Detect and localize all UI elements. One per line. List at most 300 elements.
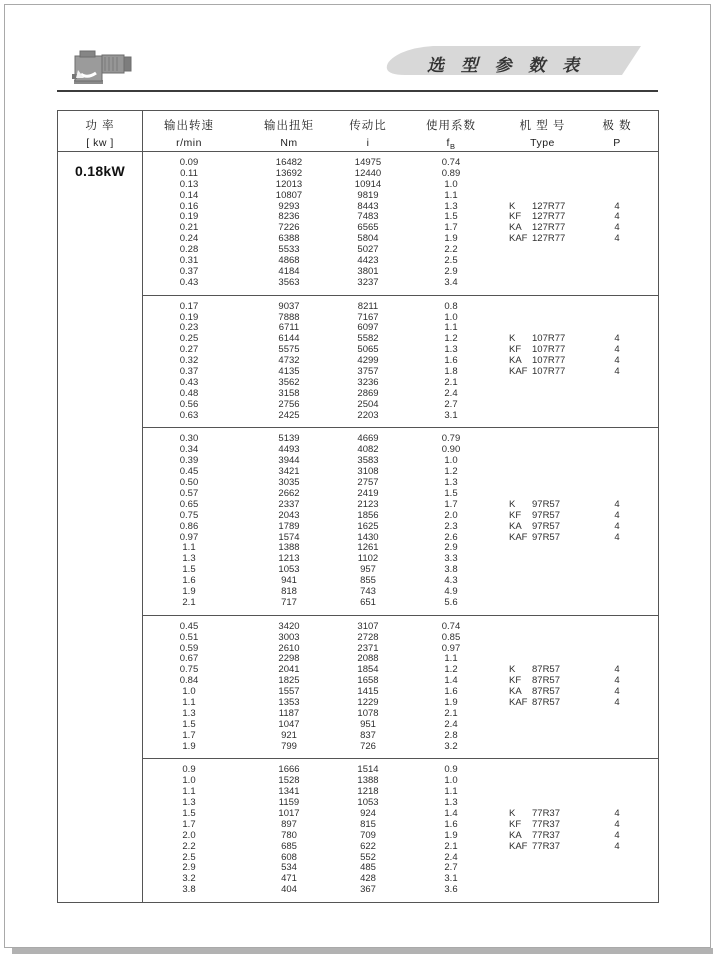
cell-type: KA 97R57 — [509, 520, 560, 532]
cell-speed: 1.3 — [182, 553, 196, 565]
cell-factor: 1.1 — [444, 786, 458, 798]
gearmotor-photo-image — [72, 47, 136, 87]
cell-poles — [576, 467, 658, 478]
cell-speed: 0.19 — [179, 211, 199, 223]
table-row — [143, 554, 658, 565]
cell-type — [509, 467, 576, 478]
cell-speed: 0.75 — [179, 509, 199, 521]
cell-type: KF 97R57 — [509, 509, 560, 521]
cell-type: K 127R77 — [509, 200, 566, 212]
column-header-power: 功 率 [ kw ] — [58, 111, 143, 151]
cell-speed: 0.39 — [179, 455, 199, 467]
table-row — [143, 302, 658, 313]
cell-poles: 4 — [614, 520, 620, 532]
cell-type — [509, 180, 576, 191]
cell-factor: 3.1 — [444, 873, 458, 885]
table-row — [143, 731, 658, 742]
cell-ratio: 2088 — [357, 653, 379, 665]
cell-poles — [576, 709, 658, 720]
cell-ratio: 951 — [360, 718, 376, 730]
cell-speed: 2.5 — [182, 851, 196, 863]
cell-torque: 4732 — [278, 355, 300, 367]
cell-poles: 4 — [614, 696, 620, 708]
table-row — [143, 831, 658, 842]
cell-torque: 2043 — [278, 509, 300, 521]
cell-type — [509, 576, 576, 587]
table-row — [143, 633, 658, 644]
cell-type — [509, 411, 576, 422]
cell-poles — [576, 378, 658, 389]
cell-torque: 7226 — [278, 222, 300, 234]
cell-ratio: 743 — [360, 585, 376, 597]
cell-type — [509, 742, 576, 753]
cell-torque: 780 — [281, 829, 297, 841]
table-row — [143, 180, 658, 191]
cell-speed: 0.59 — [179, 642, 199, 654]
cell-factor: 2.7 — [444, 398, 458, 410]
cell-type — [509, 456, 576, 467]
cell-factor: 1.4 — [444, 675, 458, 687]
cell-ratio: 855 — [360, 575, 376, 587]
column-header-ratio: 传动比 i — [349, 120, 387, 149]
cell-type — [509, 169, 576, 180]
cell-type — [509, 731, 576, 742]
cell-torque: 8236 — [278, 211, 300, 223]
cell-factor: 2.3 — [444, 520, 458, 532]
cell-factor: 2.1 — [444, 376, 458, 388]
cell-speed: 1.6 — [182, 575, 196, 587]
table-row — [143, 565, 658, 576]
cell-speed: 0.48 — [179, 387, 199, 399]
cell-speed: 0.43 — [179, 376, 199, 388]
cell-ratio: 3237 — [357, 276, 379, 288]
cell-type — [509, 622, 576, 633]
cell-poles — [576, 411, 658, 422]
table-row — [143, 158, 658, 169]
row-group — [143, 427, 658, 614]
cell-poles: 4 — [614, 211, 620, 223]
cell-factor: 0.90 — [441, 444, 461, 456]
column-header-service-factor: 使用系数 $f_B$ — [426, 120, 476, 152]
cell-ratio: 957 — [360, 564, 376, 576]
table-row — [143, 467, 658, 478]
cell-poles — [576, 180, 658, 191]
cell-factor: 1.1 — [444, 189, 458, 201]
cell-poles — [576, 543, 658, 554]
cell-poles — [576, 158, 658, 169]
cell-torque: 5533 — [278, 244, 300, 256]
cell-factor: 1.9 — [444, 829, 458, 841]
cell-torque: 5139 — [278, 433, 300, 445]
cell-type — [509, 256, 576, 267]
cell-torque: 3944 — [278, 455, 300, 467]
cell-type — [509, 863, 576, 874]
cell-poles: 4 — [614, 675, 620, 687]
cell-factor: 1.2 — [444, 466, 458, 478]
cell-ratio: 651 — [360, 596, 376, 608]
cell-torque: 717 — [281, 596, 297, 608]
cell-torque: 1353 — [278, 696, 300, 708]
cell-speed: 0.56 — [179, 398, 199, 410]
cell-speed: 0.45 — [179, 466, 199, 478]
cell-speed: 0.14 — [179, 189, 199, 201]
power-rating-cell: 0.18kW — [58, 152, 143, 902]
cell-ratio: 3801 — [357, 265, 379, 277]
cell-poles — [576, 742, 658, 753]
cell-type: KA 107R77 — [509, 355, 566, 367]
cell-factor: 0.85 — [441, 631, 461, 643]
cell-speed: 1.3 — [182, 797, 196, 809]
cell-ratio: 5582 — [357, 333, 379, 345]
table-row — [143, 787, 658, 798]
cell-torque: 3421 — [278, 466, 300, 478]
cell-ratio: 2869 — [357, 387, 379, 399]
cell-poles: 4 — [614, 664, 620, 676]
table-row — [143, 576, 658, 587]
cell-poles — [576, 169, 658, 180]
cell-torque: 1557 — [278, 686, 300, 698]
table-row — [143, 820, 658, 831]
table-row — [143, 367, 658, 378]
cell-poles — [576, 874, 658, 885]
cell-factor: 2.0 — [444, 509, 458, 521]
table-row — [143, 489, 658, 500]
cell-factor: 1.7 — [444, 498, 458, 510]
cell-torque: 1017 — [278, 807, 300, 819]
cell-poles: 4 — [614, 355, 620, 367]
cell-factor: 3.6 — [444, 884, 458, 896]
cell-poles: 4 — [614, 840, 620, 852]
cell-torque: 9293 — [278, 200, 300, 212]
cell-type: KAF 87R57 — [509, 696, 560, 708]
cell-speed: 0.32 — [179, 355, 199, 367]
cell-ratio: 5027 — [357, 244, 379, 256]
cell-type — [509, 554, 576, 565]
cell-type — [509, 587, 576, 598]
cell-torque: 3562 — [278, 376, 300, 388]
table-header-row — [58, 111, 658, 152]
cell-ratio: 485 — [360, 862, 376, 874]
cell-factor: 0.89 — [441, 167, 461, 179]
cell-speed: 0.25 — [179, 333, 199, 345]
cell-ratio: 1415 — [357, 686, 379, 698]
table-row — [143, 278, 658, 289]
cell-torque: 3420 — [278, 620, 300, 632]
cell-torque: 941 — [281, 575, 297, 587]
cell-speed: 0.17 — [179, 300, 199, 312]
cell-speed: 2.2 — [182, 840, 196, 852]
cell-poles — [576, 302, 658, 313]
cell-ratio: 1261 — [357, 542, 379, 554]
cell-poles: 4 — [614, 498, 620, 510]
cell-ratio: 1053 — [357, 797, 379, 809]
cell-poles — [576, 633, 658, 644]
cell-type: KF 77R37 — [509, 818, 560, 830]
cell-speed: 0.67 — [179, 653, 199, 665]
table-body-blocks — [143, 152, 658, 902]
table-row — [143, 313, 658, 324]
cell-torque: 2610 — [278, 642, 300, 654]
table-row — [143, 169, 658, 180]
cell-torque: 16482 — [275, 157, 303, 168]
table-row — [143, 874, 658, 885]
cell-speed: 2.0 — [182, 829, 196, 841]
cell-poles: 4 — [614, 222, 620, 234]
page-footer-bar — [12, 948, 713, 954]
cell-speed: 2.9 — [182, 862, 196, 874]
cell-type: K 87R57 — [509, 664, 560, 676]
cell-type — [509, 598, 576, 609]
cell-torque: 1789 — [278, 520, 300, 532]
table-row — [143, 698, 658, 709]
cell-factor: 1.3 — [444, 797, 458, 809]
cell-type — [509, 245, 576, 256]
cell-factor: 1.3 — [444, 344, 458, 356]
cell-type — [509, 885, 576, 896]
cell-torque: 9037 — [278, 300, 300, 312]
cell-speed: 0.45 — [179, 620, 199, 632]
cell-speed: 1.5 — [182, 718, 196, 730]
cell-factor: 1.3 — [444, 477, 458, 489]
table-row — [143, 622, 658, 633]
cell-poles — [576, 456, 658, 467]
cell-torque: 1341 — [278, 786, 300, 798]
cell-torque: 4184 — [278, 265, 300, 277]
cell-type: KF 87R57 — [509, 675, 560, 687]
cell-torque: 5575 — [278, 344, 300, 356]
cell-type: K 97R57 — [509, 498, 560, 510]
cell-speed: 1.0 — [182, 775, 196, 787]
cell-speed: 0.24 — [179, 233, 199, 245]
cell-torque: 1159 — [278, 797, 300, 809]
cell-poles: 4 — [614, 333, 620, 345]
cell-ratio: 1854 — [357, 664, 379, 676]
cell-torque: 1047 — [278, 718, 300, 730]
column-header-type: 机 型 号 Type — [519, 120, 566, 149]
cell-ratio: 8443 — [357, 200, 379, 212]
cell-poles: 4 — [614, 200, 620, 212]
cell-ratio: 622 — [360, 840, 376, 852]
cell-poles — [576, 576, 658, 587]
cell-poles: 4 — [614, 233, 620, 245]
cell-ratio: 14975 — [354, 157, 382, 168]
cell-poles: 4 — [614, 686, 620, 698]
cell-speed: 1.5 — [182, 564, 196, 576]
table-row — [143, 478, 658, 489]
cell-factor: 1.6 — [444, 818, 458, 830]
table-row — [143, 765, 658, 776]
table-row — [143, 256, 658, 267]
cell-factor: 1.6 — [444, 686, 458, 698]
table-row — [143, 334, 658, 345]
table-row — [143, 587, 658, 598]
table-row — [143, 533, 658, 544]
cell-factor: 2.6 — [444, 531, 458, 543]
cell-factor: 2.8 — [444, 729, 458, 741]
page-title: 选 型 参 数 表 — [427, 56, 585, 75]
cell-torque: 3003 — [278, 631, 300, 643]
cell-torque: 3563 — [278, 276, 300, 288]
header-rule — [57, 90, 658, 92]
cell-ratio: 12440 — [354, 167, 382, 179]
cell-type: KF 107R77 — [509, 344, 566, 356]
cell-torque: 13692 — [275, 167, 303, 179]
table-row — [143, 500, 658, 511]
cell-factor: 2.9 — [444, 265, 458, 277]
cell-type — [509, 874, 576, 885]
cell-poles — [576, 622, 658, 633]
cell-speed: 0.28 — [179, 244, 199, 256]
table-row — [143, 776, 658, 787]
cell-type: KA 127R77 — [509, 222, 566, 234]
cell-speed: 1.7 — [182, 729, 196, 741]
cell-ratio: 1229 — [357, 696, 379, 708]
cell-torque: 4135 — [278, 366, 300, 378]
cell-factor: 0.9 — [444, 764, 458, 776]
table-row — [143, 434, 658, 445]
cell-factor: 1.0 — [444, 178, 458, 190]
cell-type — [509, 644, 576, 655]
cell-torque: 404 — [281, 884, 297, 896]
cell-type — [509, 278, 576, 289]
cell-ratio: 924 — [360, 807, 376, 819]
cell-poles — [576, 478, 658, 489]
cell-type: KA 87R57 — [509, 686, 560, 698]
cell-ratio: 7167 — [357, 311, 379, 323]
cell-factor: 1.8 — [444, 366, 458, 378]
cell-speed: 0.09 — [179, 157, 199, 168]
cell-factor: 1.0 — [444, 775, 458, 787]
cell-poles — [576, 598, 658, 609]
cell-speed: 1.7 — [182, 818, 196, 830]
cell-poles: 4 — [614, 829, 620, 841]
cell-type — [509, 720, 576, 731]
cell-torque: 1574 — [278, 531, 300, 543]
table-row — [143, 378, 658, 389]
cell-torque: 2041 — [278, 664, 300, 676]
cell-type — [509, 765, 576, 776]
cell-factor: 2.5 — [444, 255, 458, 267]
cell-poles — [576, 278, 658, 289]
cell-factor: 1.9 — [444, 233, 458, 245]
cell-torque: 685 — [281, 840, 297, 852]
cell-speed: 1.3 — [182, 707, 196, 719]
cell-type — [509, 787, 576, 798]
cell-poles — [576, 445, 658, 456]
cell-ratio: 6565 — [357, 222, 379, 234]
table-row — [143, 356, 658, 367]
table-row — [143, 445, 658, 456]
table-row — [143, 598, 658, 609]
table-row — [143, 798, 658, 809]
cell-ratio: 1388 — [357, 775, 379, 787]
cell-type — [509, 853, 576, 864]
cell-torque: 4493 — [278, 444, 300, 456]
column-header-torque: 输出扭矩 Nm — [264, 120, 314, 149]
table-row — [143, 411, 658, 422]
cell-ratio: 4669 — [357, 433, 379, 445]
cell-torque: 608 — [281, 851, 297, 863]
cell-torque: 1213 — [278, 553, 300, 565]
cell-speed: 0.84 — [179, 675, 199, 687]
cell-poles — [576, 434, 658, 445]
cell-type — [509, 302, 576, 313]
cell-ratio: 815 — [360, 818, 376, 830]
cell-factor: 3.2 — [444, 740, 458, 752]
cell-type — [509, 400, 576, 411]
table-row — [143, 742, 658, 753]
cell-torque: 921 — [281, 729, 297, 741]
cell-speed: 0.13 — [179, 178, 199, 190]
cell-torque: 3158 — [278, 387, 300, 399]
cell-factor: 0.97 — [441, 642, 461, 654]
cell-ratio: 4299 — [357, 355, 379, 367]
cell-factor: 1.5 — [444, 487, 458, 499]
table-row — [143, 687, 658, 698]
cell-factor: 1.2 — [444, 664, 458, 676]
cell-speed: 0.43 — [179, 276, 199, 288]
cell-factor: 1.6 — [444, 355, 458, 367]
cell-factor: 1.9 — [444, 696, 458, 708]
column-header-speed: 输出转速 r/min — [164, 120, 214, 149]
table-row — [143, 323, 658, 334]
cell-ratio: 1102 — [357, 553, 379, 565]
cell-poles — [576, 787, 658, 798]
cell-factor: 2.1 — [444, 840, 458, 852]
cell-ratio: 2123 — [357, 498, 379, 510]
cell-factor: 2.9 — [444, 542, 458, 554]
cell-factor: 1.0 — [444, 455, 458, 467]
cell-speed: 3.8 — [182, 884, 196, 896]
cell-ratio: 9819 — [357, 189, 379, 201]
table-row — [143, 842, 658, 853]
cell-ratio: 428 — [360, 873, 376, 885]
cell-type — [509, 633, 576, 644]
cell-poles: 4 — [614, 818, 620, 830]
table-row — [143, 709, 658, 720]
cell-speed: 0.23 — [179, 322, 199, 334]
cell-ratio: 837 — [360, 729, 376, 741]
table-row — [143, 389, 658, 400]
cell-torque: 10807 — [275, 189, 303, 201]
table-row — [143, 234, 658, 245]
table-row — [143, 720, 658, 731]
cell-factor: 3.4 — [444, 276, 458, 288]
cell-ratio: 6097 — [357, 322, 379, 334]
cell-factor: 1.2 — [444, 333, 458, 345]
cell-factor: 4.3 — [444, 575, 458, 587]
cell-poles — [576, 313, 658, 324]
cell-speed: 1.5 — [182, 807, 196, 819]
cell-poles — [576, 776, 658, 787]
cell-type — [509, 445, 576, 456]
row-group — [143, 758, 658, 902]
cell-speed: 0.63 — [179, 409, 199, 421]
cell-factor: 1.4 — [444, 807, 458, 819]
cell-ratio: 2371 — [357, 642, 379, 654]
table-row — [143, 456, 658, 467]
table-row — [143, 511, 658, 522]
cell-type — [509, 378, 576, 389]
cell-poles — [576, 885, 658, 896]
cell-type — [509, 776, 576, 787]
cell-factor: 0.74 — [441, 620, 461, 632]
cell-speed: 0.34 — [179, 444, 199, 456]
cell-speed: 0.11 — [180, 167, 198, 179]
cell-poles — [576, 853, 658, 864]
cell-poles — [576, 863, 658, 874]
table-row — [143, 522, 658, 533]
